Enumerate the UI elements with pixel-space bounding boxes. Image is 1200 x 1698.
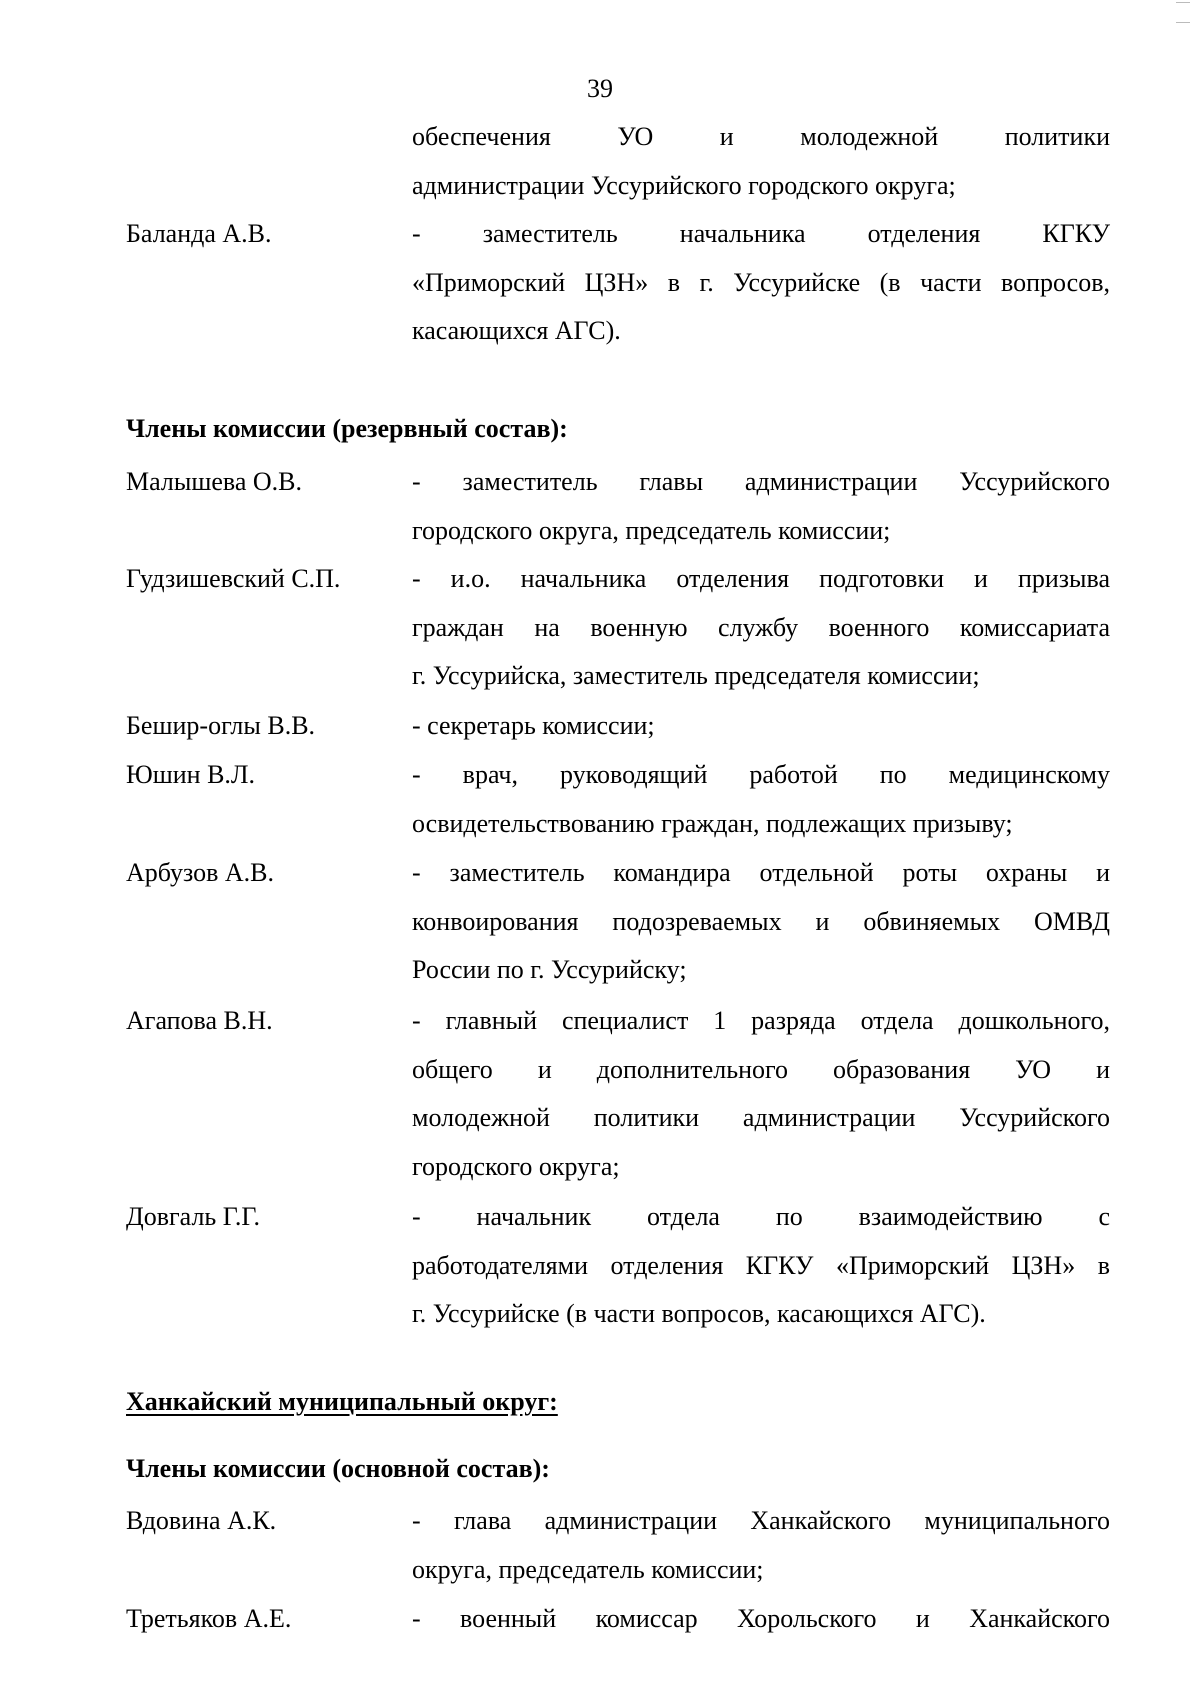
entry-description: [412, 113, 1110, 210]
description-line: обеспечения УО и молодежной политики: [412, 122, 1110, 151]
description-line: «Приморский ЦЗН» в г. Уссурийске (в части вопросов,: [412, 267, 1110, 297]
entry-description: [412, 849, 1110, 995]
member-name: Третьяков А.Е.: [126, 1604, 292, 1633]
member-name: Бешир-оглы В.В.: [126, 711, 316, 740]
description-line: г. Уссурийске (в части вопросов, касающихся АГС).: [412, 1299, 986, 1329]
description-line: работодателями отделения КГКУ «Приморский ЦЗН» в: [412, 1250, 1110, 1280]
entry-description: [412, 1497, 1110, 1594]
description-line: касающихся АГС).: [412, 316, 621, 346]
scan-edge-mark: [1176, 22, 1190, 23]
description-line: конвоирования подозреваемых и обвиняемых ОМВД: [412, 906, 1110, 936]
scan-edge-mark: [1176, 2, 1190, 3]
description-line: - начальник отдела по взаимодействию с: [412, 1202, 1110, 1231]
description-line: общего и дополнительного образования УО и: [412, 1054, 1110, 1084]
entry-description: [412, 555, 1110, 701]
description-line: - глава администрации Ханкайского муниципального: [412, 1506, 1110, 1535]
member-name: Арбузов А.В.: [126, 858, 275, 887]
description-line: России по г. Уссурийску;: [412, 955, 687, 985]
member-name: Юшин В.Л.: [126, 760, 256, 789]
description-line: освидетельствованию граждан, подлежащих призыву;: [412, 808, 1013, 838]
entry-description: [412, 997, 1110, 1191]
description-line: - главный специалист 1 разряда отдела дошкольного,: [412, 1006, 1110, 1035]
entry-description: [412, 751, 1110, 848]
description-line: администрации Уссурийского городского округа;: [412, 170, 956, 200]
entry-description: [412, 458, 1110, 555]
description-line: - врач, руководящий работой по медицинскому: [412, 760, 1110, 789]
description-line: - и.о. начальника отделения подготовки и призыва: [412, 564, 1110, 593]
member-name: Агапова В.Н.: [126, 1006, 273, 1035]
entry-description: [412, 702, 1110, 751]
description-line: городского округа;: [412, 1151, 620, 1181]
member-name: Вдовина А.К.: [126, 1506, 277, 1535]
description-line: - военный комиссар Хорольского и Ханкайского: [412, 1604, 1110, 1633]
description-line: молодежной политики администрации Уссурийского: [412, 1103, 1110, 1133]
member-name: Довгаль Г.Г.: [126, 1202, 260, 1231]
section-heading-reserve: Члены комиссии (резервный состав):: [126, 414, 568, 443]
description-line: г. Уссурийска, заместитель председателя комиссии;: [412, 661, 980, 691]
member-name: Баланда А.В.: [126, 219, 272, 248]
description-line: округа, председатель комиссии;: [412, 1554, 764, 1584]
entry-description: [412, 210, 1110, 356]
section-heading-district: Ханкайский муниципальный округ:: [126, 1387, 558, 1416]
page-number: 39: [587, 74, 613, 103]
description-line: - заместитель командира отдельной роты охраны и: [412, 858, 1110, 887]
description-line: - заместитель начальника отделения КГКУ: [412, 219, 1110, 248]
section-heading-main: Члены комиссии (основной состав):: [126, 1454, 550, 1483]
entry-description: [412, 1595, 1110, 1644]
member-name: Гудзишевский С.П.: [126, 564, 341, 593]
description-line: городского округа, председатель комиссии;: [412, 515, 891, 545]
member-name: Малышева О.В.: [126, 467, 302, 496]
description-line: - секретарь комиссии;: [412, 711, 655, 740]
description-line: граждан на военную службу военного комиссариата: [412, 612, 1110, 642]
description-line: - заместитель главы администрации Уссурийского: [412, 467, 1110, 496]
entry-description: [412, 1193, 1110, 1339]
